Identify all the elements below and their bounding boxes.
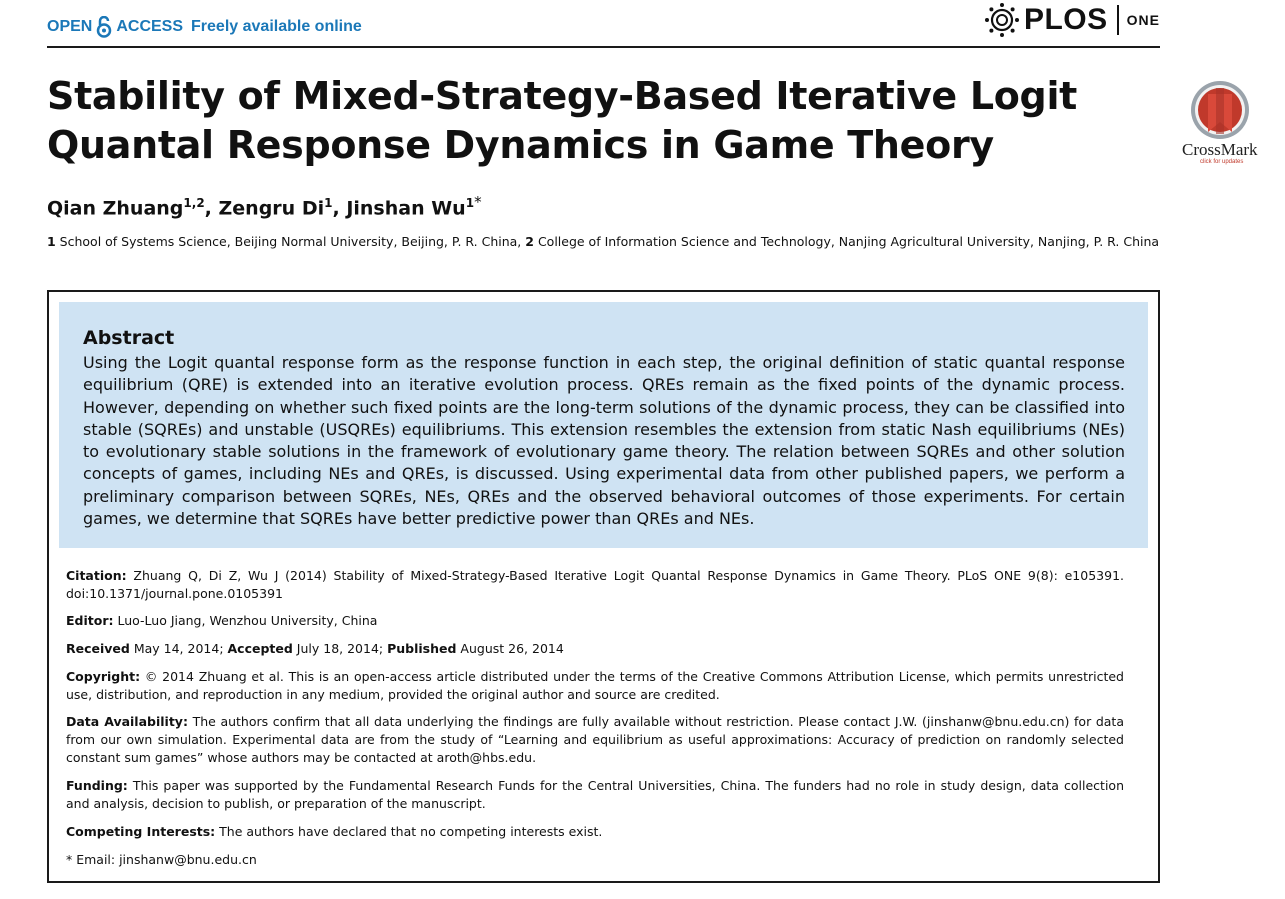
author-name[interactable]: Jinshan Wu xyxy=(346,197,466,220)
affiliation-number: 1 xyxy=(47,234,56,249)
received-label: Received xyxy=(66,641,130,656)
crossmark-sublabel: click for updates xyxy=(1200,159,1244,165)
competing-interests-text: The authors have declared that no competing interests exist. xyxy=(215,824,603,839)
data-availability xyxy=(66,713,1124,767)
affiliations xyxy=(47,231,1162,253)
citation-text[interactable]: Zhuang Q, Di Z, Wu J (2014) Stability of Mixed-Strategy-Based Iterative Logit Quantal Response Dynamics in Game Theory. PLoS ONE 9(8): e105391. doi:10.1371/journal.pone.0105391 xyxy=(66,568,1124,601)
affiliation-marker: 1 xyxy=(324,196,333,210)
access-label: ACCESS xyxy=(116,18,184,35)
citation xyxy=(66,567,1124,603)
affiliation-text: School of Systems Science, Beijing Normal University, Beijing, P. R. China, xyxy=(55,234,526,249)
plos-one-logo[interactable] xyxy=(984,2,1160,38)
plos-brand: PLOS xyxy=(1023,3,1108,36)
author-name[interactable]: Zengru Di xyxy=(218,197,325,220)
published-date: August 26, 2014 xyxy=(456,641,564,656)
copyright xyxy=(66,668,1124,704)
corresponding-author-mark: * xyxy=(474,193,482,211)
data-availability-label: Data Availability: xyxy=(66,714,188,729)
affiliation-number: 2 xyxy=(525,234,534,249)
received-date: May 14, 2014; xyxy=(129,641,228,656)
author-separator: , xyxy=(204,197,219,220)
editor-text: Luo-Luo Jiang, Wenzhou University, China xyxy=(113,613,378,628)
logo-divider xyxy=(1117,5,1119,35)
author-list xyxy=(47,193,482,219)
plos-one-label: ONE xyxy=(1126,12,1160,28)
data-availability-text: The authors confirm that all data underlying the findings are fully available without restriction. Please contact J.W. (jinshanw@bnu.edu.cn) for data from our own simulation. Experimental data are from the study of “Learning and equilibrium as useful approximations: Accuracy of prediction on randomly selected constant sum games” whose authors may be contacted at aroth@hbs.edu. xyxy=(66,714,1124,765)
open-lock-icon xyxy=(96,16,112,38)
published-label: Published xyxy=(387,641,457,656)
funding xyxy=(66,777,1124,813)
affiliation-marker: 1,2 xyxy=(183,196,205,210)
open-label: OPEN xyxy=(47,18,93,35)
affiliation-text: College of Information Science and Technology, Nanjing Agricultural University, Nanjing, P. R. China xyxy=(533,234,1160,249)
author-separator: , xyxy=(332,197,347,220)
funding-label: Funding: xyxy=(66,778,128,793)
competing-interests xyxy=(66,823,1124,841)
crossmark-label: CrossMark xyxy=(1182,140,1258,159)
editor-label: Editor: xyxy=(66,613,114,628)
funding-text: This paper was supported by the Fundamental Research Funds for the Central Universities, China. The funders had no role in study design, data collection and analysis, decision to publish, or preparation of the manuscript. xyxy=(66,778,1124,811)
article-info-box xyxy=(47,290,1160,883)
crossmark-badge[interactable] xyxy=(1180,80,1270,170)
plos-sun-icon xyxy=(984,2,1020,38)
corresponding-email[interactable]: * Email: jinshanw@bnu.edu.cn xyxy=(66,852,257,867)
copyright-label: Copyright: xyxy=(66,669,141,684)
abstract-text: Using the Logit quantal response form as the response function in each step, the original definition of static quantal response equilibrium (QRE) is extended into an iterative evolution process. QREs remain as the fixed points of the dynamic process. However, depending on whether such fixed points are the long-term solutions of the dynamic process, they can be classified into stable (SQREs) and unstable (USQREs) equilibriums. This extension resembles the extension from static Nash equilibriums (NEs) to evolutionary stable solutions in the framework of evolutionary game theory. The relation between SQREs and other solution concepts of games, including NEs and QREs, is discussed. Using experimental data from other published papers, we perform a preliminary comparison between SQREs, NEs, QREs and the observed behavioral outcomes of those experiments. For certain games, we determine that SQREs have better predictive power than QREs and NEs. xyxy=(83,353,1125,529)
journal-header xyxy=(47,0,1160,48)
affiliation-marker: 1 xyxy=(465,196,475,210)
accepted-date: July 18, 2014; xyxy=(292,641,388,656)
article-title: Stability of Mixed-Strategy-Based Iterative Logit Quantal Response Dynamics in Game Theory xyxy=(47,74,1078,167)
editor xyxy=(66,612,1124,630)
citation-label: Citation: xyxy=(66,568,127,583)
copyright-text: © 2014 Zhuang et al. This is an open-access article distributed under the terms of the Creative Commons Attribution License, which permits unrestricted use, distribution, and reproduction in any medium, provided the original author and source are credited. xyxy=(66,669,1124,702)
crossmark-icon xyxy=(1180,80,1270,140)
dates xyxy=(66,640,1124,658)
open-access-badge[interactable] xyxy=(47,16,362,38)
abstract-heading: Abstract xyxy=(83,327,175,349)
freely-available-label: Freely available online xyxy=(191,18,362,35)
author-name[interactable]: Qian Zhuang xyxy=(47,197,184,220)
accepted-label: Accepted xyxy=(227,641,293,656)
competing-interests-label: Competing Interests: xyxy=(66,824,216,839)
abstract-panel xyxy=(59,302,1148,548)
